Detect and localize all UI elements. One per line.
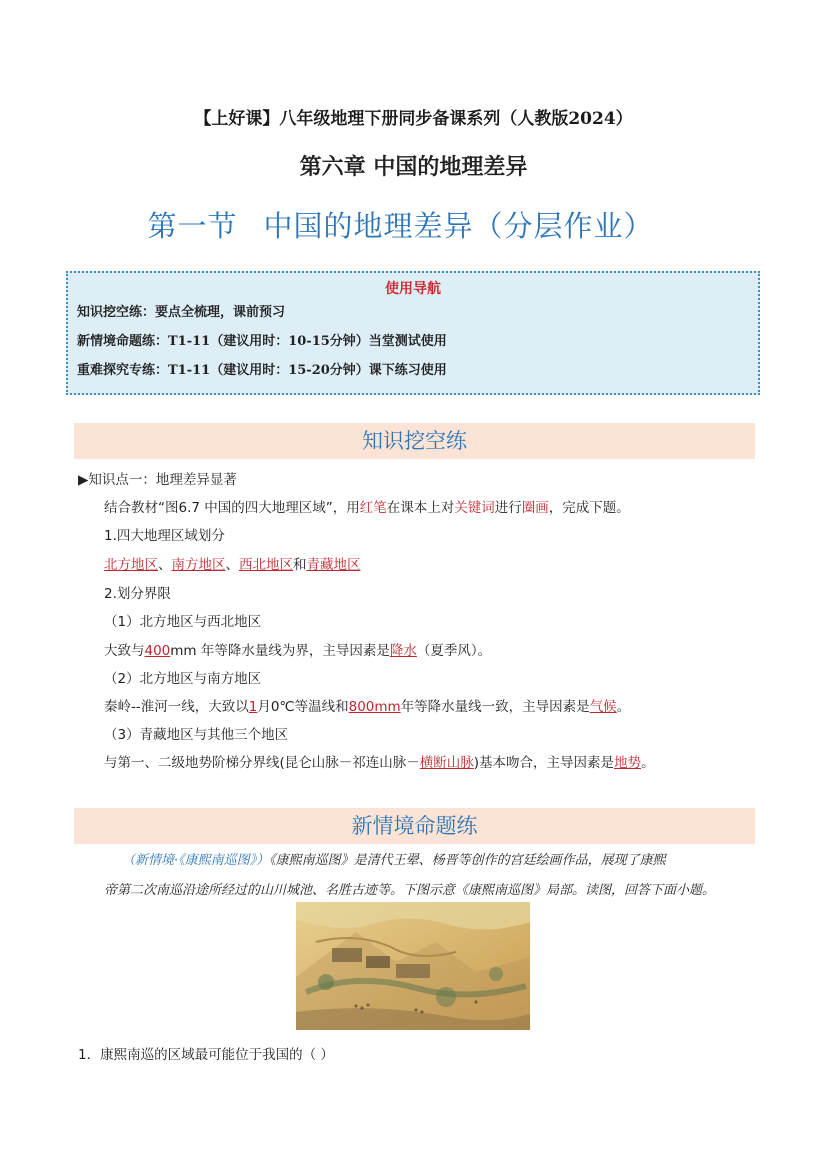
section-title: [0, 204, 827, 245]
subheading-boundaries: 2.划分界限: [104, 586, 171, 602]
scenario-context-line-1: （新情境·《康熙南巡图》）《康熙南巡图》是清代王翚、杨晋等创作的宫廷绘画作品，展现了康熙: [122, 853, 666, 868]
painting-illustration: [296, 902, 530, 1030]
boundary-2-heading: （2）北方地区与南方地区: [104, 671, 262, 687]
usage-navigation-box: [66, 271, 760, 395]
nav-line: 重难探究专练：T1-11（建议用时：15-20分钟）课下练习使用: [77, 363, 447, 378]
answer-blank: 1: [248, 699, 258, 715]
boundary-3-heading: （3）青藏地区与其他三个地区: [104, 727, 289, 743]
answer-blank: 南方地区: [171, 557, 226, 573]
answer-blank: 地势: [614, 755, 642, 771]
chapter-title: 第六章 中国的地理差异: [299, 155, 528, 180]
scenario-heading: 新情境命题练: [74, 808, 755, 844]
answer-blank: 降水: [389, 643, 417, 659]
boundary-3-text: 与第一、二级地势阶梯分界线(昆仑山脉－祁连山脉－横断山脉)基本吻合，主导因素是地势。: [104, 755, 655, 771]
subheading-regions: 1.四大地理区域划分: [104, 528, 225, 544]
section-prefix: 第一节: [147, 209, 238, 243]
boundary-1-text: 大致与400mm 年等降水量线为界，主导因素是降水（夏季风）。: [104, 643, 492, 659]
knowledge-heading: 知识挖空练: [74, 423, 755, 459]
answer-blank: 800mm: [348, 699, 401, 715]
question-1: 1．康熙南巡的区域最可能位于我国的（ ）: [78, 1047, 334, 1063]
answer-blank: 西北地区: [239, 557, 293, 573]
nav-line: 知识挖空练：要点全梳理，课前预习: [77, 305, 286, 320]
intro-text: 结合教材“图6.7 中国的四大地理区域”，用红笔在课本上对关键词进行圈画，完成下题。: [104, 500, 630, 516]
answer-blank: 气候: [589, 699, 617, 715]
boundary-2-text: 秦岭--淮河一线，大致以1月0℃等温线和800mm年等降水量线一致，主导因素是气候。: [104, 699, 631, 715]
series-title: 【上好课】八年级地理下册同步备课系列（人教版2024）: [194, 109, 633, 129]
answer-blank: 400: [144, 643, 171, 659]
answer-blank: 横断山脉: [419, 755, 474, 771]
nav-line: 新情境命题练：T1-11（建议用时：10-15分钟）当堂测试使用: [77, 334, 447, 349]
scenario-context-line-2: 帝第二次南巡沿途所经过的山川城池、名胜古迹等。下图示意《康熙南巡图》局部。读图，回答下面小题。: [104, 883, 716, 898]
answer-blank: 北方地区: [104, 557, 158, 573]
nav-title: 使用导航: [385, 281, 441, 297]
regions-answer: 北方地区、南方地区、西北地区和青藏地区: [104, 557, 361, 573]
kangxi-southern-tour-painting: [296, 902, 530, 1030]
answer-blank: 青藏地区: [306, 557, 361, 573]
section-name: 中国的地理差异（分层作业）: [263, 209, 654, 243]
knowledge-point-title: ▶知识点一：地理差异显著: [78, 472, 237, 488]
boundary-1-heading: （1）北方地区与西北地区: [104, 614, 262, 630]
